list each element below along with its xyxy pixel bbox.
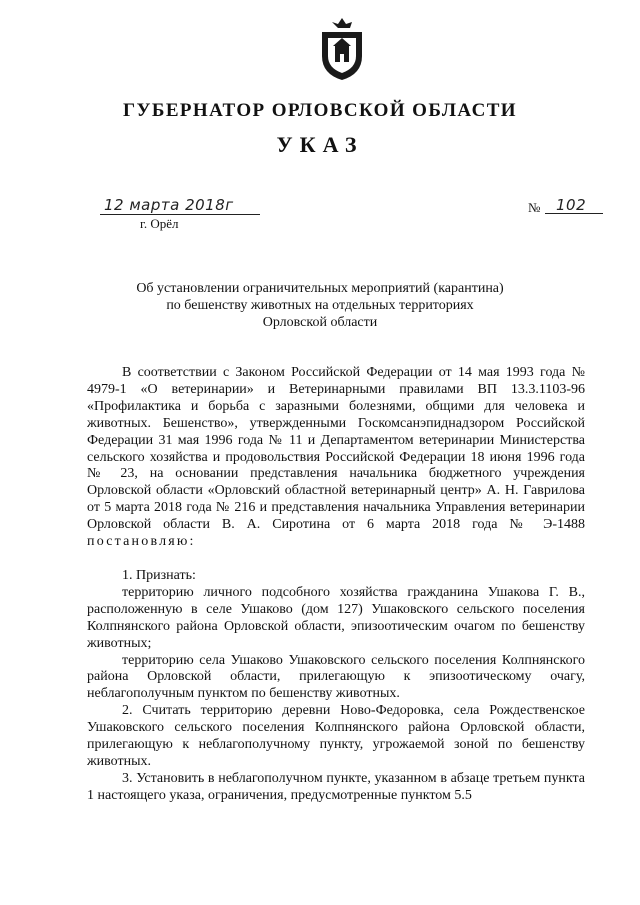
- item-3-paragraph: 3. Установить в неблагополучном пункте, указанном в абзаце третьем пункта 1 настоящего указа, ограничения, предусмотренные пунктом 5.5: [87, 770, 585, 803]
- document-type-title: УКАЗ: [276, 132, 364, 157]
- number-label: №: [528, 200, 541, 215]
- item-2-paragraph: 2. Считать территорию деревни Ново-Федоровка, села Рождественское Ушаковского сельского поселения Колпнянского района Орловской области, прилегающую к неблагополучному пункту, угрожаемой зоной по бешенству животных.: [87, 703, 585, 769]
- decree-subject: [90, 280, 550, 331]
- decree-word: постановляю:: [87, 534, 196, 550]
- item-1-heading: 1. Признать:: [122, 567, 196, 583]
- city-label: г. Орёл: [140, 216, 179, 231]
- subject-line: по бешенству животных на отдельных территориях: [166, 298, 474, 313]
- decree-number: 102: [556, 196, 587, 214]
- subject-line: Об установлении ограничительных мероприятий (карантина): [136, 281, 504, 296]
- decree-date: 12 марта 2018г: [104, 196, 234, 214]
- item-1-paragraph-a: территорию личного подсобного хозяйства гражданина Ушакова Г. В., расположенную в селе Ушаково (дом 127) Ушаковского сельского поселения Колпнянского района Орловской области, эпизоотическим очагом по бешенству животных;: [87, 584, 585, 651]
- preamble-paragraph: [87, 365, 585, 551]
- number-underline: [545, 213, 603, 214]
- preamble-text: В соответствии с Законом Российской Федерации от 14 мая 1993 года № 4979-1 «О ветеринарии» и Ветеринарными правилами ВП 13.3.1103-96 «Профилактика и борьба с заразными болезнями, общими для человека и животных. Бешенство», утвержденными Госкомсанэпиднадзором Российской Федерации 31 мая 1996 года № 11 и Департаментом ветеринарии Министерства сельского хозяйства и продовольствия Российской Федерации 18 июня 1996 года № 23, на основании представления начальника бюджетного учреждения Орловской области «Орловский областной ветеринарный центр» А. Н. Гаврилова от 5 марта 2018 года № 216 и представления начальника Управления ветеринарии Орловской области В. А. Сиротина от 6 марта 2018 года № Э-1488: [87, 365, 585, 533]
- coat-of-arms-icon: [316, 16, 368, 82]
- date-underline: [100, 214, 260, 215]
- subject-line: Орловской области: [262, 315, 378, 330]
- decree-body: [87, 365, 585, 805]
- organization-title: ГУБЕРНАТОР ОРЛОВСКОЙ ОБЛАСТИ: [123, 100, 517, 121]
- item-1-paragraph-b: территорию села Ушаково Ушаковского сельского поселения Колпнянского района Орловской области, прилегающую к эпизоотическому очагу, неблагополучным пунктом по бешенству животных.: [87, 652, 585, 702]
